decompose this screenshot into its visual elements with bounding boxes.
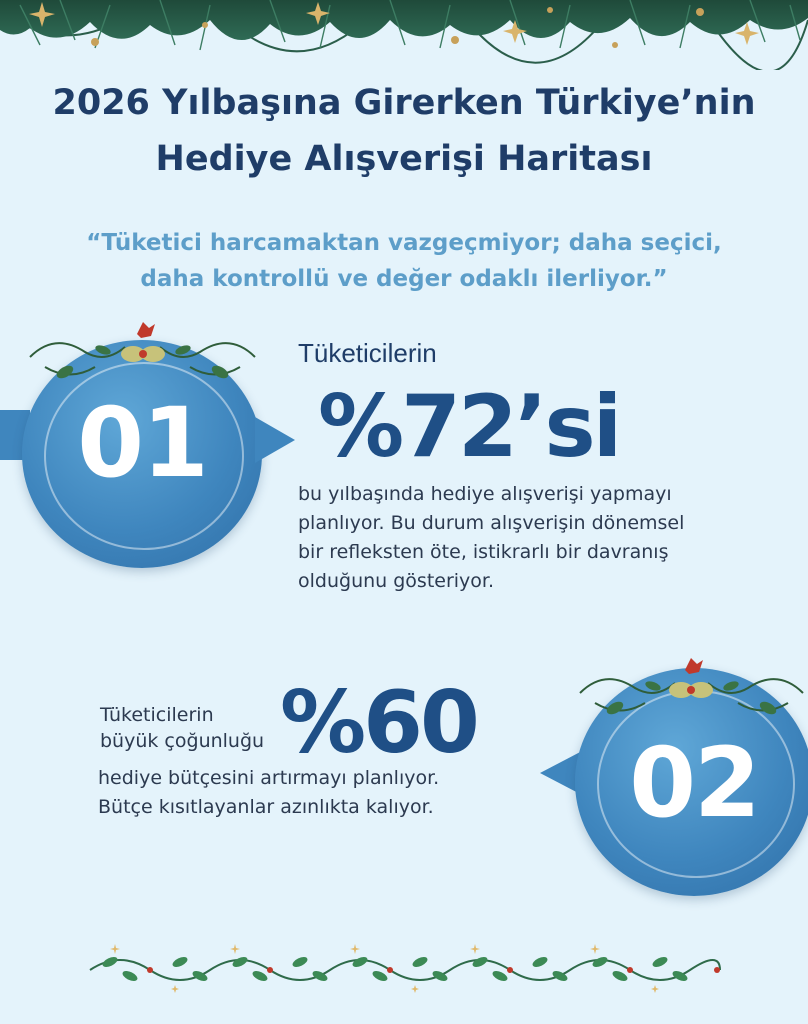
reindeer-icon [685, 658, 703, 674]
sparkle-icon [230, 944, 240, 954]
page-title-line-2: Hediye Alışverişi Haritası [155, 139, 653, 179]
sparkle-icon [171, 985, 179, 993]
stat-2-number: 02 [629, 727, 759, 839]
sparkle-icon [110, 944, 120, 954]
pine-garland-decoration [0, 0, 808, 70]
holly-wreath-ornament [25, 312, 260, 390]
sparkle-icon [411, 985, 419, 993]
sparkle-icon [470, 944, 480, 954]
stat-2-lead-line-2: büyük çoğunluğu [100, 730, 265, 752]
quote-line-1: “Tüketici harcamaktan vazgeçmiyor; daha seçici, [86, 230, 722, 256]
stat-2-desc-line-1: hediye bütçesini artırmayı planlıyor. [98, 767, 440, 789]
stat-2-desc-line-2: Bütçe kısıtlayanlar azınlıkta kalıyor. [98, 796, 434, 818]
quote-line-2: daha kontrollü ve değer odaklı ilerliyor.” [140, 266, 668, 292]
holly-wreath-ornament [575, 648, 808, 726]
holly-garland-decoration [85, 940, 725, 995]
stat-1-desc-line: olduğunu gösteriyor. [298, 570, 495, 592]
sparkle-icon [590, 944, 600, 954]
page-title-line-1: 2026 Yılbaşına Girerken Türkiye’nin [52, 83, 756, 123]
stat-1-desc-line: bu yılbaşında hediye alışverişi yapmayı [298, 483, 672, 505]
stat-1-value: %72’si [318, 377, 620, 477]
stat-1-number: 01 [77, 387, 207, 499]
stat-2-value: %60 [280, 673, 477, 773]
stat-1-desc-line: bir refleksten öte, istikrarlı bir davranış [298, 541, 669, 563]
stat-1-desc-line: planlıyor. Bu durum alışverişin dönemsel [298, 512, 685, 534]
stat-2-lead-line-1: Tüketicilerin [100, 704, 214, 726]
stat-1-lead-label: Tüketicilerin [298, 338, 437, 368]
sparkle-icon [651, 985, 659, 993]
stat-1-description [298, 480, 778, 596]
sparkle-icon [350, 944, 360, 954]
reindeer-icon [137, 322, 155, 338]
